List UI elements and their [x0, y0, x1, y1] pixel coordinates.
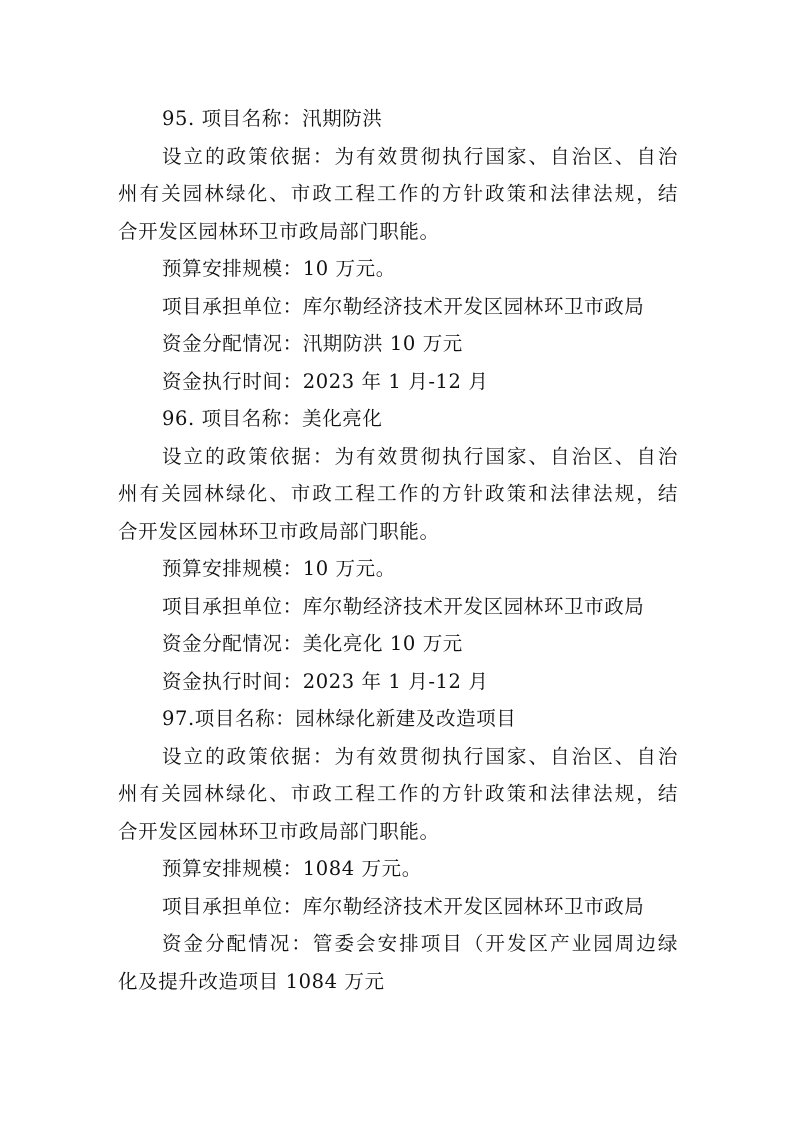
fund-allocation-line-1: 资金分配情况：管委会安排项目（开发区产业园周边绿	[162, 932, 678, 955]
project-item-97	[118, 700, 678, 1000]
policy-basis-line-3: 合开发区园林环卫市政局部门职能。	[118, 519, 440, 543]
project-item-96	[118, 400, 678, 700]
project-heading: 95. 项目名称：汛期防洪	[162, 107, 383, 130]
responsible-unit: 项目承担单位：库尔勒经济技术开发区园林环卫市政局	[162, 594, 645, 618]
policy-basis-line-2: 州有关园林绿化、市政工程工作的方针政策和法律法规，结	[118, 182, 678, 205]
fund-allocation: 资金分配情况：美化亮化 10 万元	[162, 632, 463, 655]
policy-basis-line-3: 合开发区园林环卫市政局部门职能。	[118, 819, 440, 843]
policy-basis-line-1: 设立的政策依据：为有效贯彻执行国家、自治区、自治	[162, 144, 678, 168]
budget-scale: 预算安排规模：1084 万元。	[162, 857, 422, 880]
project-heading: 97.项目名称：园林绿化新建及改造项目	[162, 707, 517, 730]
project-heading: 96. 项目名称：美化亮化	[162, 407, 383, 430]
budget-scale: 预算安排规模：10 万元。	[162, 557, 396, 580]
policy-basis-line-2: 州有关园林绿化、市政工程工作的方针政策和法律法规，结	[118, 782, 678, 805]
policy-basis-line-2: 州有关园林绿化、市政工程工作的方针政策和法律法规，结	[118, 482, 678, 505]
execution-period: 资金执行时间：2023 年 1 月-12 月	[162, 669, 489, 693]
responsible-unit: 项目承担单位：库尔勒经济技术开发区园林环卫市政局	[162, 894, 645, 918]
policy-basis-line-1: 设立的政策依据：为有效贯彻执行国家、自治区、自治	[162, 444, 678, 468]
fund-allocation: 资金分配情况：汛期防洪 10 万元	[162, 332, 463, 355]
document-body	[118, 100, 678, 1000]
policy-basis-line-1: 设立的政策依据：为有效贯彻执行国家、自治区、自治	[162, 744, 678, 768]
execution-period: 资金执行时间：2023 年 1 月-12 月	[162, 369, 489, 393]
project-item-95	[118, 100, 678, 400]
budget-scale: 预算安排规模：10 万元。	[162, 257, 396, 280]
policy-basis-line-3: 合开发区园林环卫市政局部门职能。	[118, 219, 440, 243]
fund-allocation-line-2: 化及提升改造项目 1084 万元	[118, 969, 385, 993]
responsible-unit: 项目承担单位：库尔勒经济技术开发区园林环卫市政局	[162, 294, 645, 318]
